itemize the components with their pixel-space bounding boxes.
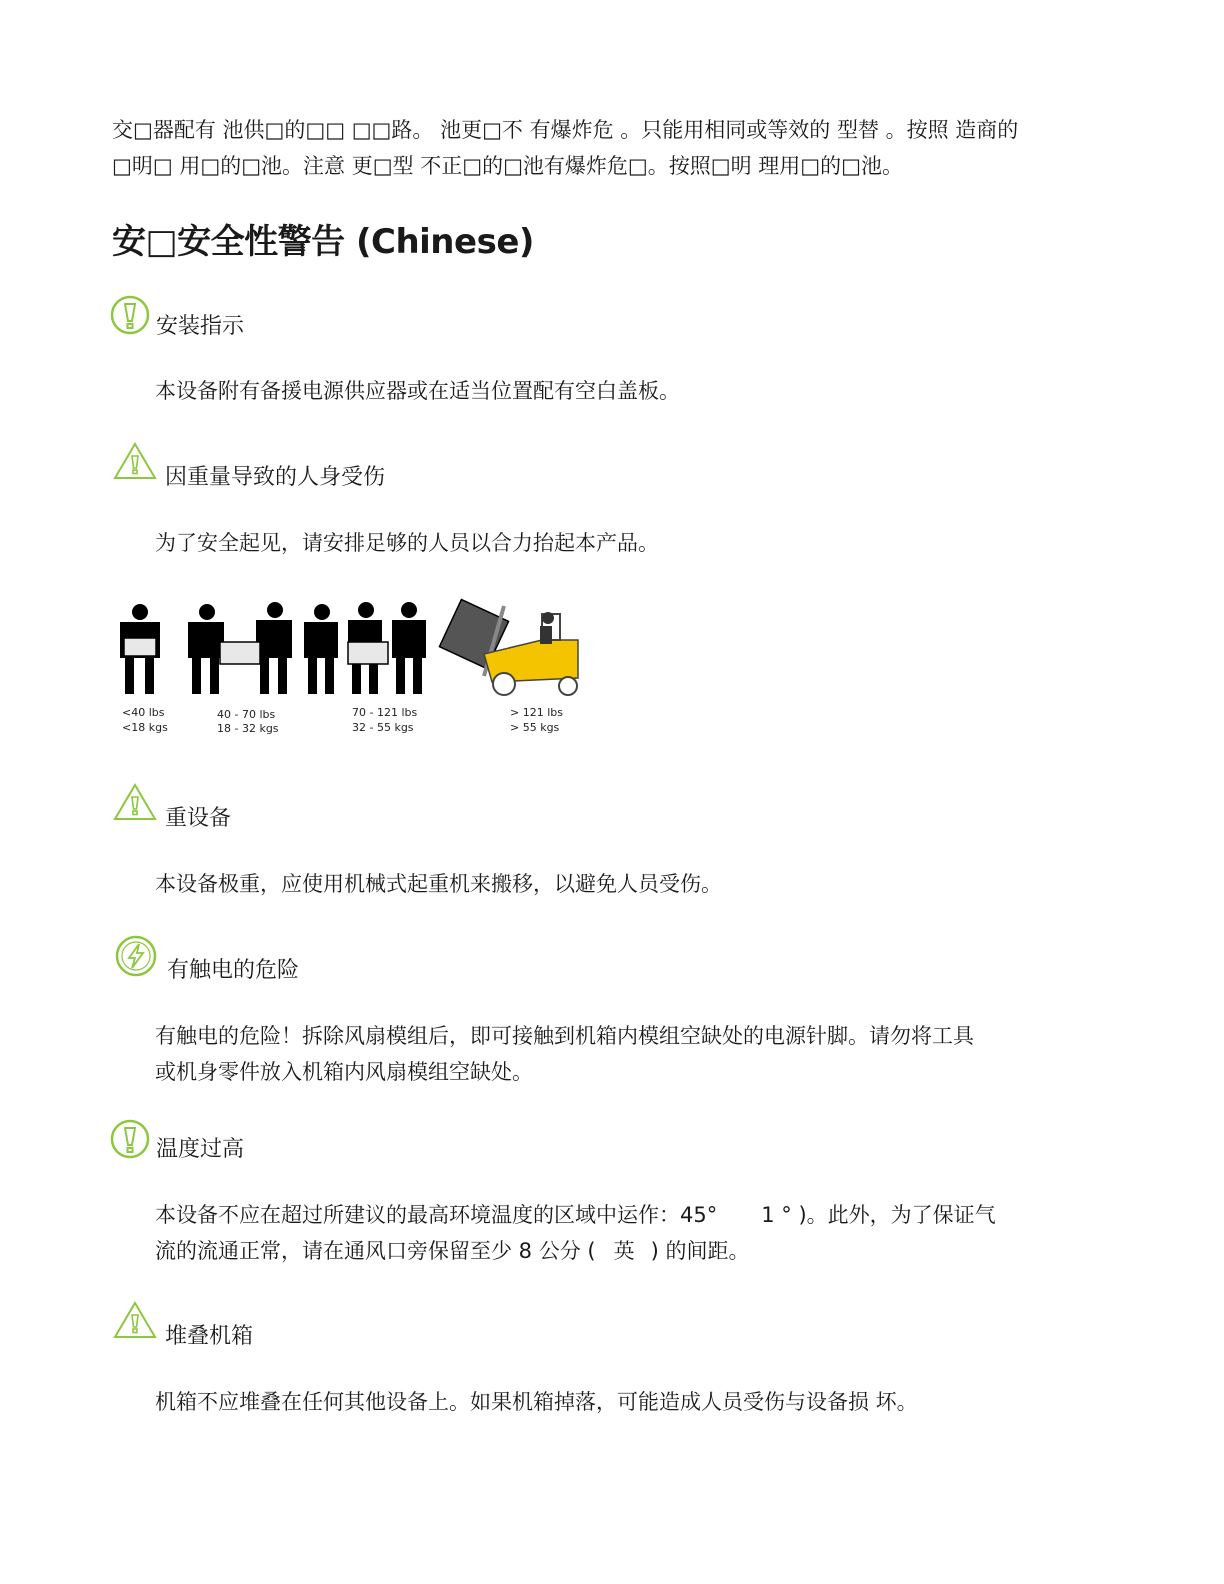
section-heading-weight: 因重量导致的人身受伤: [165, 465, 386, 490]
section-text-weight: 为了安全起见，请安排足够的人员以合力抬起本产品。: [155, 531, 659, 555]
caution-icon: [110, 1119, 154, 1163]
section-heading-shock: 有触电的危险: [167, 958, 300, 983]
weight-label-lbs-3: 70 - 121 lbs: [352, 706, 418, 719]
section-heading-temperature: 温度过高: [156, 1137, 245, 1162]
section-text-temperature-line-1: [155, 1197, 1105, 1233]
section-heading-install: 安装指示: [156, 314, 245, 339]
temperature-text-part-5: ) 的间距。: [650, 1239, 750, 1263]
section-text-install: 本设备附有备援电源供应器或在适当位置配有空白盖板。: [155, 379, 680, 403]
warning-triangle-icon: [113, 1299, 157, 1343]
electric-shock-icon: [114, 934, 158, 978]
temperature-text-part-1: 本设备不应在超过所建议的最高环境温度的区域中运作：45°: [155, 1203, 718, 1227]
warning-triangle-icon: [113, 781, 157, 825]
weight-label-kgs-1: <18 kgs: [122, 721, 168, 734]
weight-label-kgs-2: 18 - 32 kgs: [217, 722, 279, 735]
weight-label-lbs-2: 40 - 70 lbs: [217, 708, 276, 721]
section-heading-stacking: 堆叠机箱: [165, 1324, 254, 1349]
temperature-text-part-3: 流的流通正常，请在通风口旁保留至少 8 公分 (: [155, 1239, 596, 1263]
temperature-text-part-4: 英: [613, 1239, 635, 1263]
intro-line-2: □明□ 用□的□池。注意 更□型 不正□的□池有爆炸危□。按照□明 理用□的□池。: [112, 154, 903, 178]
section-heading-heavy: 重设备: [165, 806, 232, 831]
section-text-shock-line-2: 或机身零件放入机箱内风扇模组空缺处。: [155, 1060, 533, 1084]
section-text-stacking: 机箱不应堆叠在任何其他设备上。如果机箱掉落，可能造成人员受伤与设备损 坏。: [155, 1390, 918, 1414]
section-text-shock-line-1: 有触电的危险！拆除风扇模组后，即可接触到机箱内模组空缺处的电源针脚。请勿将工具: [155, 1024, 974, 1048]
three-people-lifting-icon: [304, 602, 426, 694]
forklift-icon: [439, 599, 578, 695]
two-people-lifting-icon: [188, 602, 292, 694]
weight-label-lbs-1: <40 lbs: [122, 706, 165, 719]
person-lifting-icon: [120, 604, 160, 694]
intro-line-1: 交□器配有 池供□的□□ □□路。 池更□不 有爆炸危 。只能用相同或等效的 型替 。按照 造商的: [112, 118, 1019, 142]
weight-label-kgs-3: 32 - 55 kgs: [352, 721, 414, 734]
section-text-temperature-line-2: [155, 1233, 1105, 1269]
page-title: 安□安全性警告 (Chinese): [112, 222, 534, 262]
section-text-heavy: 本设备极重，应使用机械式起重机来搬移，以避免人员受伤。: [155, 872, 722, 896]
caution-icon: [110, 295, 154, 339]
weight-label-kgs-4: > 55 kgs: [510, 721, 560, 734]
warning-triangle-icon: [113, 440, 157, 484]
lifting-guideline-figure: [112, 596, 582, 741]
temperature-text-part-2: 1 ° )。此外，为了保证气: [761, 1203, 996, 1227]
weight-label-lbs-4: > 121 lbs: [510, 706, 563, 719]
